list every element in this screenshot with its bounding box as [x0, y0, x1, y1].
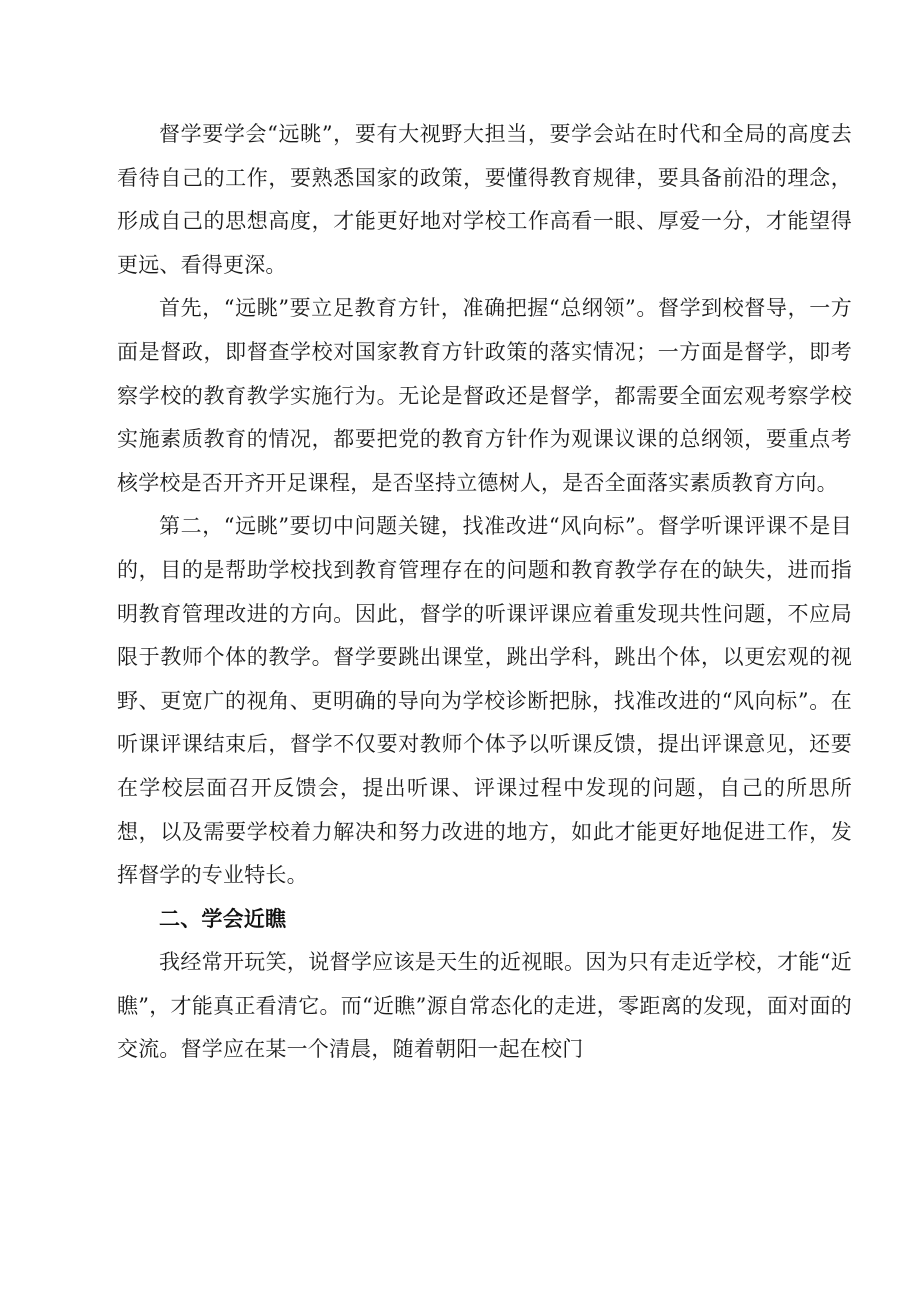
paragraph-first-point: 首先，“远眺”要立足教育方针，准确把握“总纲领”。督学到校督导，一方面是督政，即督查学校对国家教育方针政策的落实情况；一方面是督学，即考察学校的教育教学实施行为。无论是督政还是督学，都需要全面宏观考察学校实施素质教育的情况，都要把党的教育方针作为观课议课的总纲领，要重点考核学校是否开齐开足课程，是否坚持立德树人，是否全面落实素质教育方向。 [117, 296, 852, 495]
paragraph-distant-view-intro: 督学要学会“远眺”，要有大视野大担当，要学会站在时代和全局的高度去看待自己的工作，要熟悉国家的政策，要懂得教育规律，要具备前沿的理念，形成自己的思想高度，才能更好地对学校工作高看一眼、厚爱一分，才能望得更远、看得更深。 [117, 122, 852, 277]
paragraph-second-point: 第二，“远眺”要切中问题关键，找准改进“风向标”。督学听课评课不是目的，目的是帮助学校找到教育管理存在的问题和教育教学存在的缺失，进而指明教育管理改进的方向。因此，督学的听课评课应着重发现共性问题，不应局限于教师个体的教学。督学要跳出课堂，跳出学科，跳出个体，以更宏观的视野、更宽广的视角、更明确的导向为学校诊断把脉，找准改进的“风向标”。在听课评课结束后，督学不仅要对教师个体予以听课反馈，提出评课意见，还要在学校层面召开反馈会，提出听课、评课过程中发现的问题，自己的所思所想，以及需要学校着力解决和努力改进的地方，如此才能更好地促进工作，发挥督学的专业特长。 [117, 514, 852, 888]
paragraph-close-look-intro: 我经常开玩笑，说督学应该是天生的近视眼。因为只有走近学校，才能“近瞧”，才能真正看清它。而“近瞧”源自常态化的走进，零距离的发现，面对面的交流。督学应在某一个清晨，随着朝阳一起在校门 [117, 950, 852, 1062]
document-body [117, 113, 852, 1072]
section-heading: 二、学会近瞧 [159, 906, 287, 931]
